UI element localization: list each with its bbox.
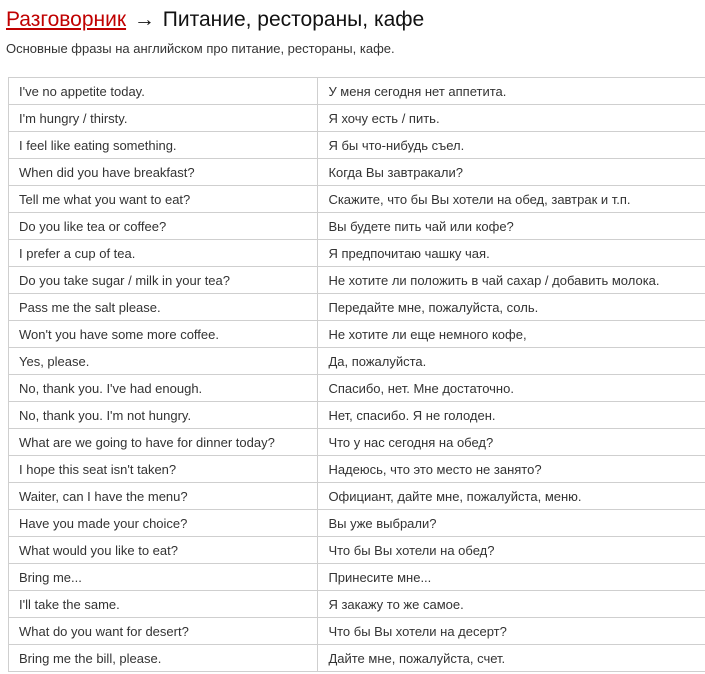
russian-translation-cell: Вы будете пить чай или кофе?: [318, 213, 705, 240]
russian-translation-cell: Спасибо, нет. Мне достаточно.: [318, 375, 705, 402]
english-phrase-cell: What are we going to have for dinner today?: [9, 429, 318, 456]
russian-translation-cell: Официант, дайте мне, пожалуйста, меню.: [318, 483, 705, 510]
table-row: [9, 645, 705, 672]
table-row: [9, 267, 705, 294]
table-row: [9, 483, 705, 510]
table-row: [9, 564, 705, 591]
phrases-table: [8, 77, 705, 672]
english-phrase-cell: I hope this seat isn't taken?: [9, 456, 318, 483]
russian-translation-cell: Нет, спасибо. Я не голоден.: [318, 402, 705, 429]
english-phrase-cell: Yes, please.: [9, 348, 318, 375]
russian-translation-cell: У меня сегодня нет аппетита.: [318, 78, 705, 105]
russian-translation-cell: Я закажу то же самое.: [318, 591, 705, 618]
russian-translation-cell: Дайте мне, пожалуйста, счет.: [318, 645, 705, 672]
table-row: [9, 132, 705, 159]
table-row: [9, 78, 705, 105]
english-phrase-cell: Bring me...: [9, 564, 318, 591]
table-row: [9, 186, 705, 213]
table-row: [9, 240, 705, 267]
english-phrase-cell: I've no appetite today.: [9, 78, 318, 105]
table-row: [9, 105, 705, 132]
table-row: [9, 618, 705, 645]
english-phrase-cell: Tell me what you want to eat?: [9, 186, 318, 213]
english-phrase-cell: Pass me the salt please.: [9, 294, 318, 321]
english-phrase-cell: When did you have breakfast?: [9, 159, 318, 186]
english-phrase-cell: Waiter, can I have the menu?: [9, 483, 318, 510]
english-phrase-cell: Do you take sugar / milk in your tea?: [9, 267, 318, 294]
russian-translation-cell: Скажите, что бы Вы хотели на обед, завтрак и т.п.: [318, 186, 705, 213]
russian-translation-cell: Когда Вы завтракали?: [318, 159, 705, 186]
russian-translation-cell: Я предпочитаю чашку чая.: [318, 240, 705, 267]
table-row: [9, 537, 705, 564]
breadcrumb-link-phrasebook[interactable]: Разговорник: [6, 8, 127, 31]
page-header: [6, 6, 424, 34]
english-phrase-cell: What do you want for desert?: [9, 618, 318, 645]
russian-translation-cell: Что бы Вы хотели на десерт?: [318, 618, 705, 645]
english-phrase-cell: No, thank you. I'm not hungry.: [9, 402, 318, 429]
table-row: [9, 456, 705, 483]
english-phrase-cell: I'll take the same.: [9, 591, 318, 618]
page-title: Питание, рестораны, кафе: [162, 8, 425, 31]
english-phrase-cell: Have you made your choice?: [9, 510, 318, 537]
russian-translation-cell: Передайте мне, пожалуйста, соль.: [318, 294, 705, 321]
russian-translation-cell: Не хотите ли еще немного кофе,: [318, 321, 705, 348]
english-phrase-cell: I prefer a cup of tea.: [9, 240, 318, 267]
table-row: [9, 591, 705, 618]
table-row: [9, 510, 705, 537]
russian-translation-cell: Да, пожалуйста.: [318, 348, 705, 375]
russian-translation-cell: Я хочу есть / пить.: [318, 105, 705, 132]
russian-translation-cell: Принесите мне...: [318, 564, 705, 591]
russian-translation-cell: Что бы Вы хотели на обед?: [318, 537, 705, 564]
breadcrumb-arrow: →: [133, 8, 155, 31]
table-row: [9, 429, 705, 456]
table-row: [9, 213, 705, 240]
russian-translation-cell: Что у нас сегодня на обед?: [318, 429, 705, 456]
russian-translation-cell: Я бы что-нибудь съел.: [318, 132, 705, 159]
russian-translation-cell: Вы уже выбрали?: [318, 510, 705, 537]
russian-translation-cell: Надеюсь, что это место не занято?: [318, 456, 705, 483]
table-row: [9, 294, 705, 321]
english-phrase-cell: Won't you have some more coffee.: [9, 321, 318, 348]
page-subtitle: Основные фразы на английском про питание, рестораны, кафе.: [6, 41, 395, 56]
english-phrase-cell: I'm hungry / thirsty.: [9, 105, 318, 132]
russian-translation-cell: Не хотите ли положить в чай сахар / добавить молока.: [318, 267, 705, 294]
table-row: [9, 159, 705, 186]
table-row: [9, 348, 705, 375]
english-phrase-cell: No, thank you. I've had enough.: [9, 375, 318, 402]
english-phrase-cell: Do you like tea or coffee?: [9, 213, 318, 240]
table-row: [9, 375, 705, 402]
english-phrase-cell: I feel like eating something.: [9, 132, 318, 159]
english-phrase-cell: Bring me the bill, please.: [9, 645, 318, 672]
table-row: [9, 321, 705, 348]
table-row: [9, 402, 705, 429]
english-phrase-cell: What would you like to eat?: [9, 537, 318, 564]
